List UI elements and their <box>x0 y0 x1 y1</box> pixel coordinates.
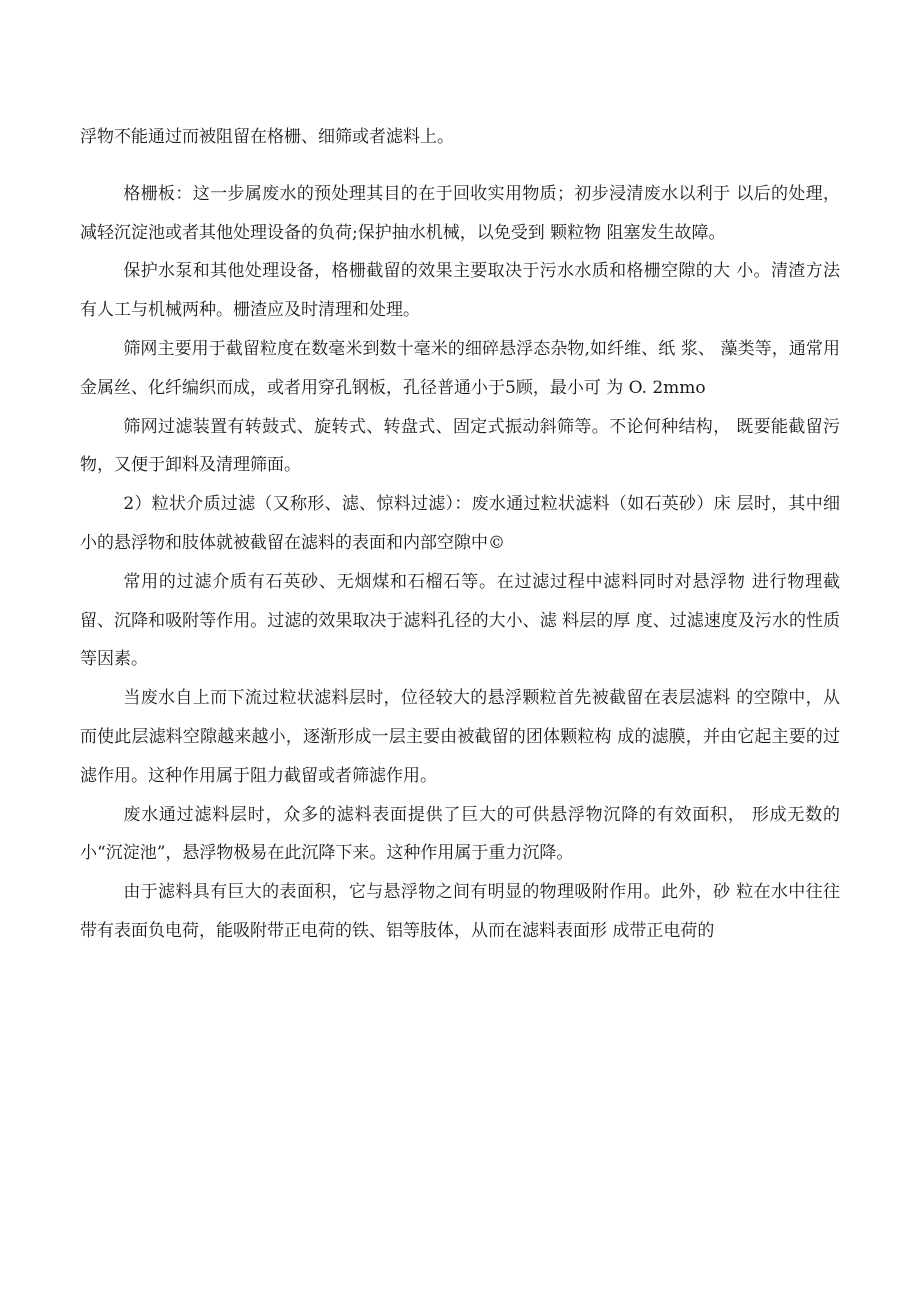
paragraph-granular-filtration: 2）粒状介质过滤（又称形、滤、惊料过滤）：废水通过粒状滤料（如石英砂）床 层时，其中细小的悬浮物和肢体就被截留在滤料的表面和内部空隙中© <box>80 494 840 553</box>
paragraph-filter-media: 常用的过滤介质有石英砂、无烟煤和石榴石等。在过滤过程中滤料同时对悬浮物 进行物理截留、沉降和吸附等作用。过滤的效果取决于滤料孔径的大小、滤 料层的厚 度、过滤速度及污水的性质等因素。 <box>80 571 840 670</box>
paragraph-screen: 筛网主要用于截留粒度在数毫米到数十毫米的细碎悬浮态杂物,如纤维、纸 浆、 藻类等，通常用金属丝、化纤编织而成，或者用穿孔钢板，孔径普通小于5顾，最小可 为 O. 2mmo <box>80 338 840 398</box>
paragraph-grating: 格栅板：这一步属废水的预处理其目的在于回收实用物质；初步浸清废水以利于 以后的处理，减轻沉淀池或者其他处理设备的负荷;保护抽水机械，以免受到 颗粒物 阻塞发生故障。 <box>80 183 840 243</box>
paragraph-screen-device: 筛网过滤装置有转鼓式、旋转式、转盘式、固定式振动斜筛等。不论何种结构， 既要能截留污物，又便于卸料及清理筛面。 <box>80 416 840 476</box>
paragraph-gravity-settling: 废水通过滤料层时，众多的滤料表面提供了巨大的可供悬浮物沉降的有效面积， 形成无数的小“沉淀池”，悬浮物极易在此沉降下来。这种作用属于重力沉降。 <box>80 804 840 864</box>
paragraph-adsorption: 由于滤料具有巨大的表面积，它与悬浮物之间有明显的物理吸附作用。此外，砂 粒在水中往往带有表面负电荷，能吸附带正电荷的铁、铝等肢体，从而在滤料表面形 成带正电荷的 <box>80 882 840 941</box>
paragraph-continuation: 浮物不能通过而被阻留在格栅、细筛或者滤料上。 <box>80 127 454 147</box>
paragraph-grating-effect: 保护水泵和其他处理设备，格栅截留的效果主要取决于污水水质和格栅空隙的大 小。清渣方法有人工与机械两种。栅渣应及时清理和处理。 <box>80 261 840 321</box>
paragraph-resistance-retention: 当废水自上而下流过粒状滤料层时，位径较大的悬浮颗粒首先被截留在表层滤料 的空隙中，从而使此层滤料空隙越来越小，逐渐形成一层主要由被截留的团体颗粒构 成的滤膜，并由它起主要的过滤作用。这种作用属于阻力截留或者筛滤作用。 <box>80 688 840 786</box>
document-body <box>80 118 840 951</box>
